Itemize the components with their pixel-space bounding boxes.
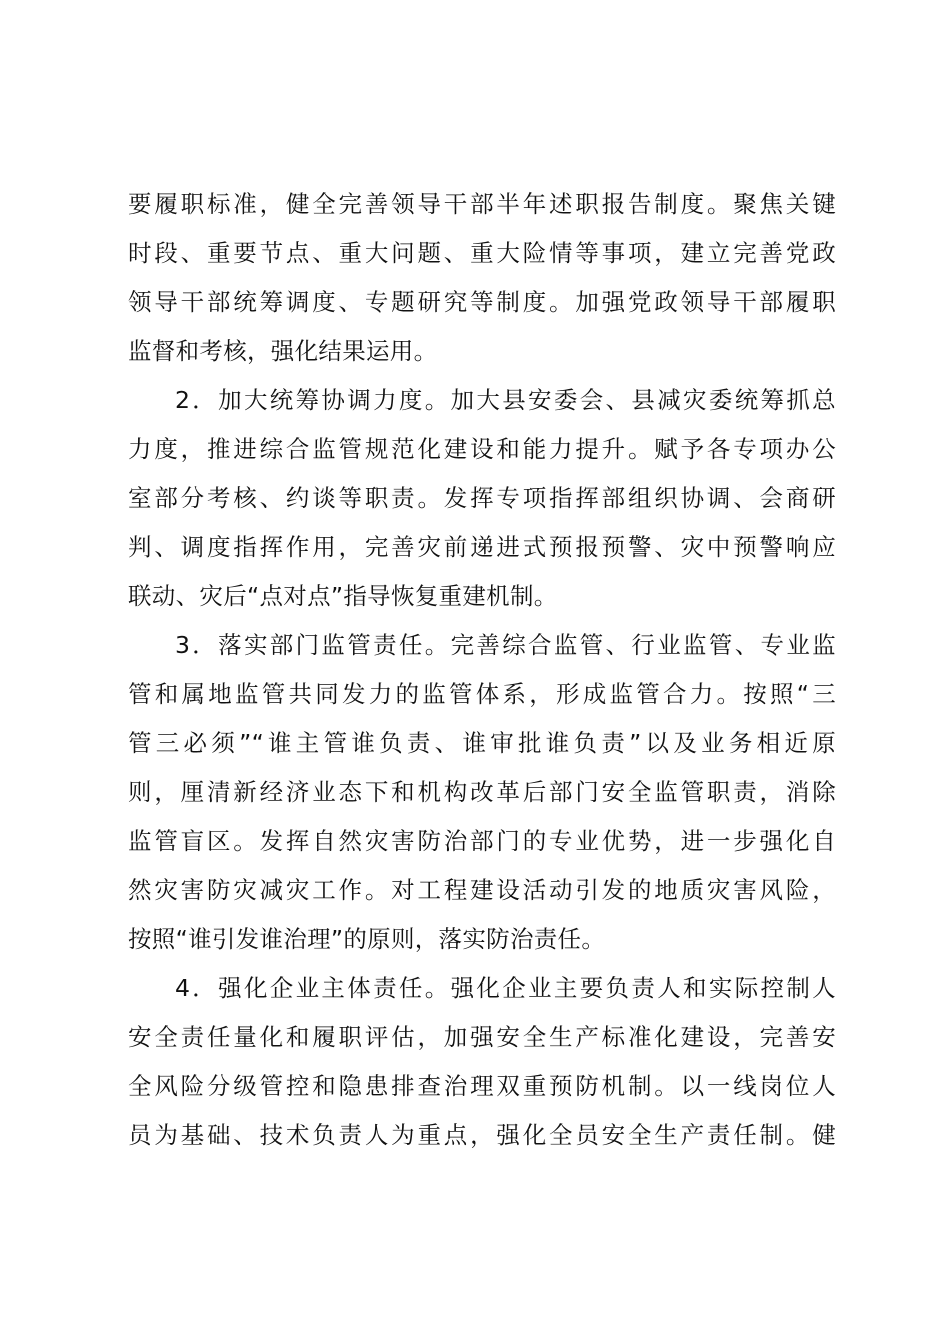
text-line: 员为基础、技术负责人为重点，强化全员安全生产责任制。健 [128, 1121, 836, 1149]
text-line: 监管盲区。发挥自然灾害防治部门的专业优势，进一步强化自 [128, 827, 836, 855]
text-line: 室部分考核、约谈等职责。发挥专项指挥部组织协调、会商研 [128, 484, 836, 512]
text-line: 按照“谁引发谁治理”的原则，落实防治责任。 [128, 925, 606, 953]
text-line: 管三必须”“谁主管谁负责、谁审批谁负责”以及业务相近原 [128, 729, 836, 757]
text-line: 2．加大统筹协调力度。加大县安委会、县减灾委统筹抓总 [175, 386, 836, 414]
text-line: 要履职标准，健全完善领导干部半年述职报告制度。聚焦关键 [128, 190, 836, 218]
text-line: 然灾害防灾减灾工作。对工程建设活动引发的地质灾害风险， [128, 876, 836, 904]
paragraph-item-3 [128, 621, 836, 964]
paragraph-continuation [128, 180, 836, 376]
text-line: 联动、灾后“点对点”指导恢复重建机制。 [128, 582, 558, 610]
text-line: 监督和考核，强化结果运用。 [128, 337, 438, 365]
paragraph-item-2 [128, 376, 836, 621]
text-line: 3．落实部门监管责任。完善综合监管、行业监管、专业监 [175, 631, 836, 659]
text-line: 力度，推进综合监管规范化建设和能力提升。赋予各专项办公 [128, 435, 836, 463]
text-line: 安全责任量化和履职评估，加强安全生产标准化建设，完善安 [128, 1023, 836, 1051]
text-line: 领导干部统筹调度、专题研究等制度。加强党政领导干部履职 [128, 288, 836, 316]
text-line: 全风险分级管控和隐患排查治理双重预防机制。以一线岗位人 [128, 1072, 836, 1100]
text-line: 时段、重要节点、重大问题、重大险情等事项，建立完善党政 [128, 239, 836, 267]
text-line: 4．强化企业主体责任。强化企业主要负责人和实际控制人 [175, 974, 836, 1002]
text-line: 判、调度指挥作用，完善灾前递进式预报预警、灾中预警响应 [128, 533, 836, 561]
text-line: 则，厘清新经济业态下和机构改革后部门安全监管职责，消除 [128, 778, 836, 806]
document-body [128, 180, 836, 1160]
paragraph-item-4 [128, 964, 836, 1160]
text-line: 管和属地监管共同发力的监管体系，形成监管合力。按照“三 [128, 680, 836, 708]
